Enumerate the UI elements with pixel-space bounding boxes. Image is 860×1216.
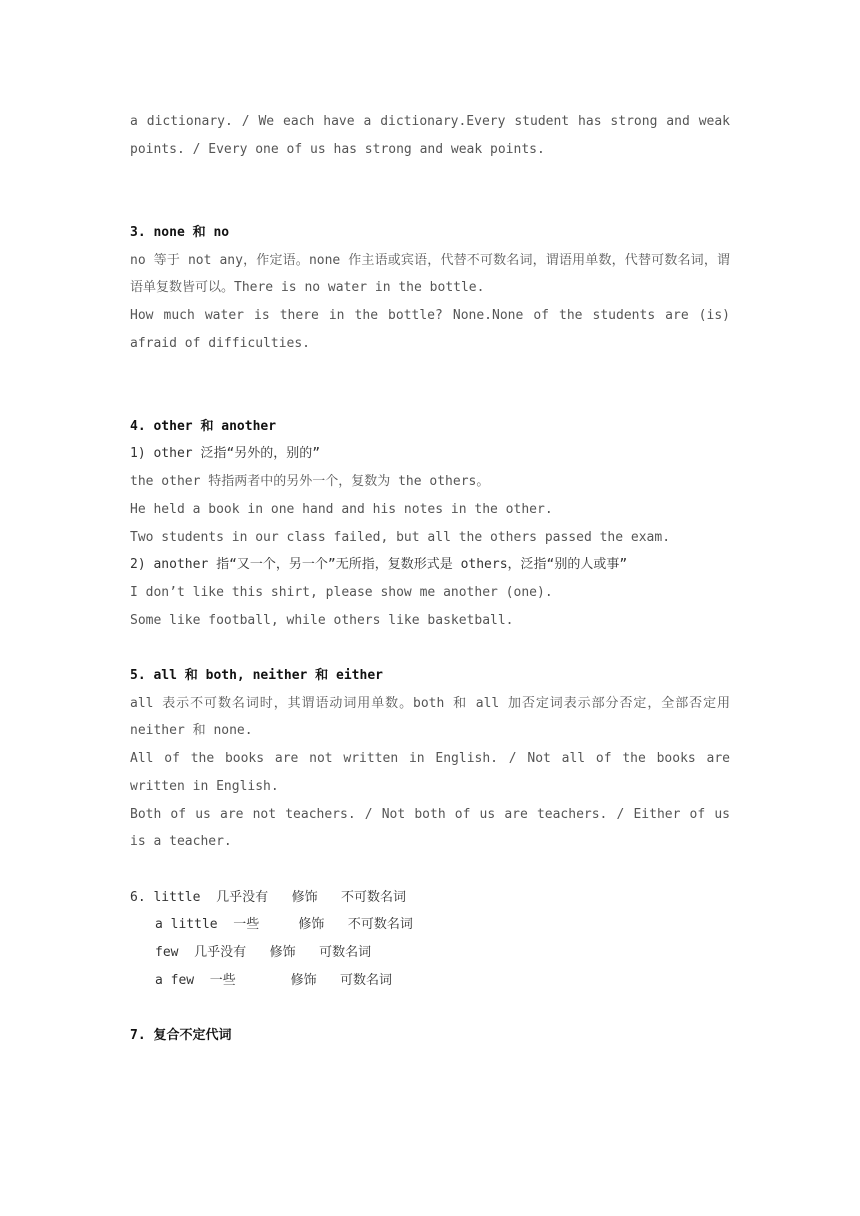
section-5-paragraph-1: all 表示不可数名词时，其谓语动词用单数。both 和 all 加否定词表示部分否定，全部否定用 neither 和 none. bbox=[130, 695, 738, 739]
section-4-subheading-2: 2) another 指“又一个，另一个”无所指，复数形式是 others，泛指“别的人或事” bbox=[130, 557, 628, 573]
section-6-line-3: few 几乎没有 修饰 可数名词 bbox=[155, 945, 372, 961]
spacer bbox=[130, 856, 730, 884]
section-5-paragraph-2: All of the books are not written in English. / Not all of the books are written in English. bbox=[130, 751, 738, 794]
section-4-line-5: Some like football, while others like basketball. bbox=[130, 612, 514, 628]
spacer bbox=[130, 357, 730, 412]
section-5-paragraph-3: Both of us are not teachers. / Not both of us are teachers. / Either of us is a teacher. bbox=[130, 806, 738, 850]
section-6-line-2: a little 一些 修饰 不可数名词 bbox=[155, 917, 413, 933]
section-7-heading: 7. 复合不定代词 bbox=[130, 1028, 232, 1044]
section-4-subheading-1: 1) other 泛指“另外的，别的” bbox=[130, 446, 321, 462]
intro-paragraph: a dictionary. / We each have a dictionary.Every student has strong and weak points. / Every one of us has strong and weak points. bbox=[130, 114, 738, 157]
section-3-paragraph-2: How much water is there in the bottle? None.None of the students are (is) afraid of difficulties. bbox=[130, 307, 738, 351]
section-4-heading: 4. other 和 another bbox=[130, 418, 277, 434]
section-3-heading: 3. none 和 no bbox=[130, 224, 230, 240]
spacer bbox=[130, 634, 730, 662]
section-5-heading: 5. all 和 both, neither 和 either bbox=[130, 668, 383, 684]
section-6-line-4: a few 一些 修饰 可数名词 bbox=[155, 972, 393, 988]
section-4-line-4: I don’t like this shirt, please show me another (one). bbox=[130, 584, 553, 600]
section-4-line-1: the other 特指两者中的另外一个，复数为 the others。 bbox=[130, 474, 490, 490]
section-4-line-3: Two students in our class failed, but all the others passed the exam. bbox=[130, 529, 671, 545]
document-page bbox=[130, 108, 738, 1050]
spacer bbox=[130, 994, 730, 1022]
spacer bbox=[130, 163, 730, 218]
section-3-paragraph-1: no 等于 not any，作定语。none 作主语或宾语，代替不可数名词，谓语用单数，代替可数名词，谓语单复数皆可以。There is no water in the bottle. bbox=[130, 252, 730, 296]
section-4-line-2: He held a book in one hand and his notes in the other. bbox=[130, 501, 553, 517]
section-6-line-1: 6. little 几乎没有 修饰 不可数名词 bbox=[130, 889, 407, 905]
